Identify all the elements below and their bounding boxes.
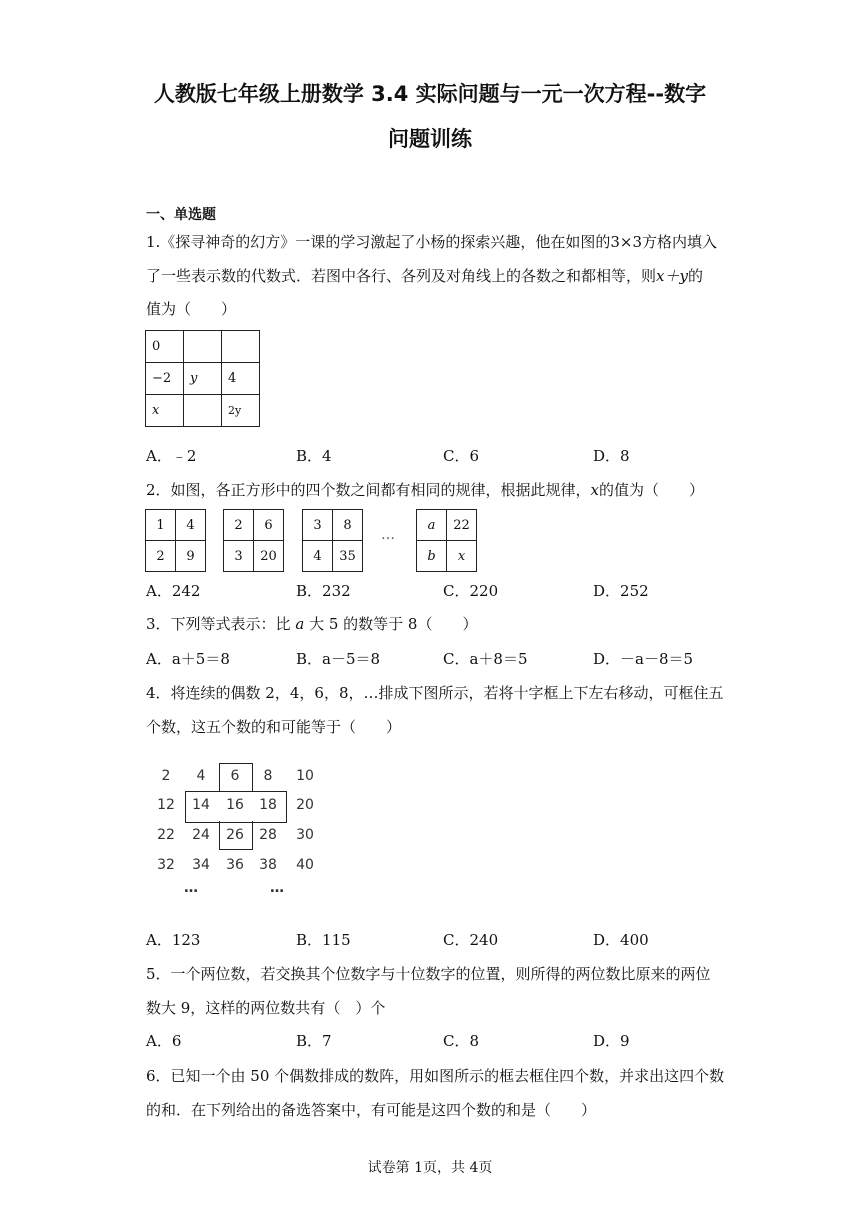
grid-number: 16 xyxy=(226,797,244,813)
square-cell: b xyxy=(417,541,447,572)
q5-option-b[interactable]: B．7 xyxy=(296,1032,332,1050)
pattern-square-3 xyxy=(302,509,363,572)
grid-number: 40 xyxy=(296,857,314,873)
q3-option-b[interactable]: B．a－5＝8 xyxy=(296,650,381,668)
square-cell: 22 xyxy=(447,510,477,541)
q5-option-d[interactable]: D．9 xyxy=(593,1032,630,1050)
q6-text-line1: 6．已知一个由 50 个偶数排成的数阵，用如图所示的框去框住四个数，并求出这四个数 xyxy=(146,1067,725,1085)
pattern-square-2 xyxy=(223,509,284,572)
grid-number: 12 xyxy=(157,797,175,813)
q5-text-line1: 5．一个两位数，若交换其个位数字与十位数字的位置，则所得的两位数比原来的两位 xyxy=(146,965,711,983)
grid-ellipsis: … xyxy=(184,880,198,896)
q3-option-c[interactable]: C．a＋8＝5 xyxy=(443,650,528,668)
magic-square-cell: −2 xyxy=(146,363,184,395)
grid-ellipsis: … xyxy=(270,880,284,896)
q1-text-line1: 1.《探寻神奇的幻方》一课的学习激起了小杨的探索兴趣，他在如图的3×3方格内填入 xyxy=(146,233,717,251)
q1-option-b[interactable]: B．4 xyxy=(296,447,332,465)
square-cell: 35 xyxy=(333,541,363,572)
q6-text-line2: 的和．在下列给出的备选答案中，有可能是这四个数的和是（ ） xyxy=(146,1101,597,1119)
q1-option-a[interactable]: A．﹣2 xyxy=(146,447,197,465)
q1-grid-size: 3×3 xyxy=(610,233,642,251)
q5-option-c[interactable]: C．8 xyxy=(443,1032,480,1050)
magic-square-cell: 0 xyxy=(146,331,184,363)
square-cell: 3 xyxy=(224,541,254,572)
q5-text-line2: 数大 9，这样的两位数共有（ ）个 xyxy=(146,999,386,1017)
q2-option-d[interactable]: D．252 xyxy=(593,582,649,600)
square-cell: 2 xyxy=(146,541,176,572)
magic-square-cell xyxy=(222,331,260,363)
magic-square-cell: y xyxy=(184,363,222,395)
grid-number: 38 xyxy=(259,857,277,873)
q1-expression: x＋y xyxy=(656,267,688,285)
pattern-square-1 xyxy=(145,509,206,572)
grid-number: 8 xyxy=(263,768,273,784)
grid-number: 18 xyxy=(259,797,277,813)
q4-option-a[interactable]: A．123 xyxy=(146,931,201,949)
square-cell: 6 xyxy=(254,510,284,541)
square-cell: 1 xyxy=(146,510,176,541)
page-footer: 试卷第 1页，共 4页 xyxy=(367,1160,493,1176)
square-cell: 4 xyxy=(303,541,333,572)
magic-square-cell: 4 xyxy=(222,363,260,395)
square-cell: 20 xyxy=(254,541,284,572)
q1-option-d[interactable]: D．8 xyxy=(593,447,630,465)
q2-option-a[interactable]: A．242 xyxy=(146,582,201,600)
grid-number: 26 xyxy=(226,827,244,843)
q4-text-line2: 个数，这五个数的和可能等于（ ） xyxy=(146,718,402,736)
square-cell: 9 xyxy=(176,541,206,572)
magic-square-cell xyxy=(184,395,222,427)
grid-number: 20 xyxy=(296,797,314,813)
grid-number: 2 xyxy=(161,768,171,784)
grid-number: 34 xyxy=(192,857,210,873)
square-cell: x xyxy=(447,541,477,572)
q2-option-c[interactable]: C．220 xyxy=(443,582,499,600)
pattern-ellipsis: … xyxy=(381,527,395,543)
grid-number: 6 xyxy=(230,768,240,784)
square-cell: 3 xyxy=(303,510,333,541)
q2-option-b[interactable]: B．232 xyxy=(296,582,351,600)
grid-number: 32 xyxy=(157,857,175,873)
grid-number: 22 xyxy=(157,827,175,843)
q4-option-c[interactable]: C．240 xyxy=(443,931,499,949)
q3-variable: a xyxy=(295,615,305,633)
q3-option-a[interactable]: A．a＋5＝8 xyxy=(146,650,230,668)
page-title-line1: 人教版七年级上册数学 3.4 实际问题与一元一次方程--数字 xyxy=(153,82,707,106)
grid-number: 10 xyxy=(296,768,314,784)
q4-text-line1: 4．将连续的偶数 2，4，6，8，…排成下图所示，若将十字框上下左右移动，可框住五 xyxy=(146,684,724,702)
grid-number: 24 xyxy=(192,827,210,843)
grid-number: 4 xyxy=(196,768,206,784)
grid-number: 30 xyxy=(296,827,314,843)
q3-option-d[interactable]: D．－a－8＝5 xyxy=(593,650,694,668)
magic-square-cell: 2y xyxy=(222,395,260,427)
square-cell: 4 xyxy=(176,510,206,541)
magic-square-cell xyxy=(184,331,222,363)
pattern-square-4 xyxy=(416,509,477,572)
q2-text: 2．如图，各正方形中的四个数之间都有相同的规律，根据此规律，x的值为（ ） xyxy=(146,481,705,499)
q3-text: 3．下列等式表示：比 a 大 5 的数等于 8（ ） xyxy=(146,615,478,633)
square-cell: a xyxy=(417,510,447,541)
square-cell: 2 xyxy=(224,510,254,541)
q4-option-d[interactable]: D．400 xyxy=(593,931,649,949)
page-title-line2: 问题训练 xyxy=(388,127,472,151)
grid-number: 14 xyxy=(192,797,210,813)
section-heading: 一、单选题 xyxy=(146,207,216,223)
q1-text-line2: 了一些表示数的代数式．若图中各行、各列及对角线上的各数之和都相等，则x＋y的 xyxy=(146,267,703,285)
square-cell: 8 xyxy=(333,510,363,541)
magic-square-cell: x xyxy=(146,395,184,427)
q1-text-line3: 值为（ ） xyxy=(146,300,237,318)
q4-option-b[interactable]: B．115 xyxy=(296,931,351,949)
magic-square-figure xyxy=(145,330,260,427)
q2-variable: x xyxy=(590,481,600,499)
q5-option-a[interactable]: A．6 xyxy=(146,1032,182,1050)
grid-number: 28 xyxy=(259,827,277,843)
grid-number: 36 xyxy=(226,857,244,873)
q1-option-c[interactable]: C．6 xyxy=(443,447,480,465)
